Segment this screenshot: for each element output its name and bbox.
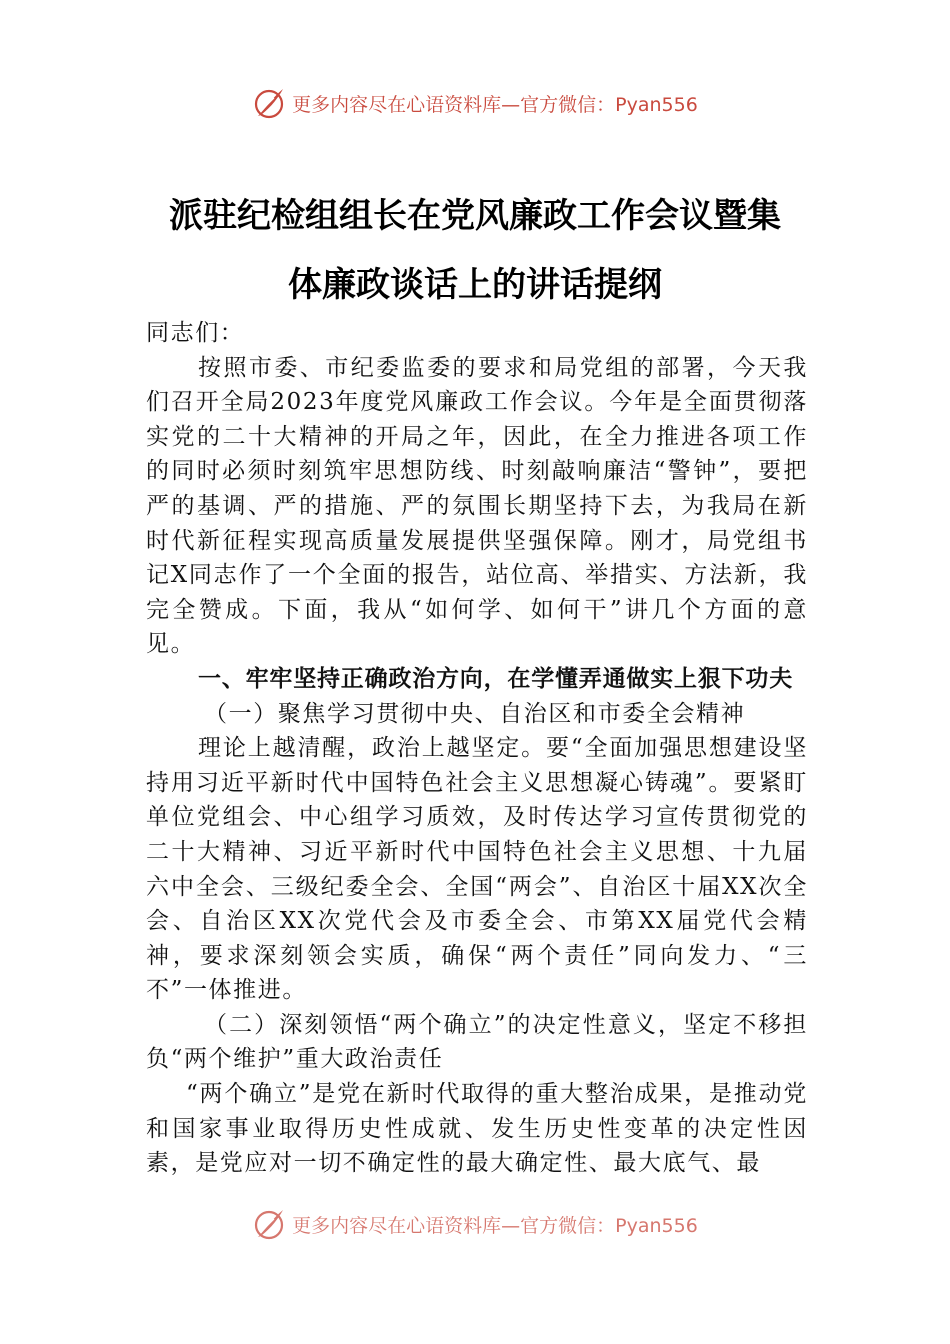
intro-paragraph: 按照市委、市纪委监委的要求和局党组的部署，今天我们召开全局2023年度党风廉政工作会议。今年是全面贯彻落实党的二十大精神的开局之年，因此，在全力推进各项工作的同时必须时刻筑牢思想防线、时刻敲响廉洁“警钟”，要把严的基调、严的措施、严的氛围长期坚持下去，为我局在新时代新征程实现高质量发展提供坚强保障。刚才，局党组书记X同志作了一个全面的报告，站位高、举措实、方法新，我完全赞成。下面，我从“如何学、如何干”讲几个方面的意见。: [146, 354, 808, 658]
watermark-footer: [0, 1207, 950, 1241]
watermark-text: 更多内容尽在心语资料库—官方微信：Pyan556: [292, 93, 698, 116]
feather-pen-icon: [252, 86, 286, 120]
salutation: 同志们：: [146, 320, 245, 346]
document-title-line-2: 体廉政谈话上的讲话提纲: [288, 265, 662, 305]
section-1-heading: 一、牢牢坚持正确政治方向，在学懂弄通做实上狠下功夫: [198, 665, 793, 692]
document-title-line-1: 派驻纪检组组长在党风廉政工作会议暨集: [169, 196, 781, 236]
watermark-text: 更多内容尽在心语资料库—官方微信：Pyan556: [292, 1214, 698, 1237]
subsection-2-body: “两个确立”是党在新时代取得的重大整治成果，是推动党和国家事业取得历史性成就、发生历史性变革的决定性因素，是党应对一切不确定性的最大确定性、最大底气、最: [146, 1081, 808, 1177]
subsection-1-body: 理论上越清醒，政治上越坚定。要“全面加强思想建设坚持用习近平新时代中国特色社会主义思想凝心铸魂”。要紧盯单位党组会、中心组学习质效，及时传达学习宣传贯彻党的二十大精神、习近平新时代中国特色社会主义思想、十九届六中全会、三级纪委全会、全国“两会”、自治区十届XX次全会、自治区XX次党代会及市委全会、市第XX届党代会精神，要求深刻领会实质，确保“两个责任”同向发力、“三不”一体推进。: [146, 735, 808, 1004]
document-body: [146, 316, 808, 1181]
subsection-2-heading: （二）深刻领悟“两个确立”的决定性意义，坚定不移担负“两个维护”重大政治责任: [146, 1011, 808, 1073]
feather-pen-icon: [252, 1207, 286, 1241]
subsection-1-heading: （一）聚焦学习贯彻中央、自治区和市委全会精神: [204, 700, 746, 727]
watermark-header: [0, 86, 950, 120]
